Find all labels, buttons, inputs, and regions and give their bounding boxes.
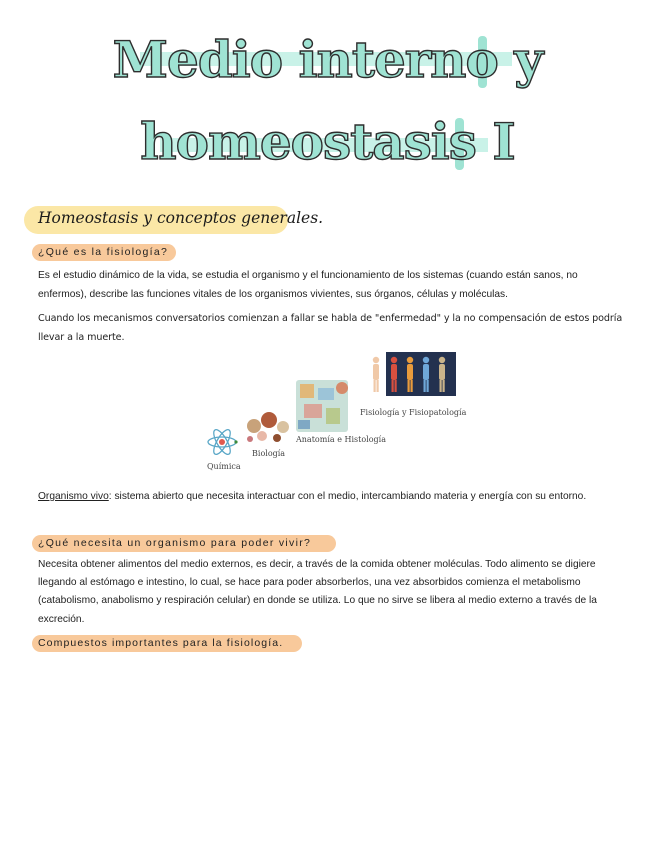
figure-label-anatomia: Anatomía e Histología: [296, 435, 386, 444]
tissue-icon: [296, 380, 348, 432]
paragraph-enfermedad: Cuando los mecanismos conversatorios comienzan a fallar se habla de "enfermedad" y la no compensación de estos podría llevar a la muerte.: [38, 313, 623, 343]
subheading-compuestos-importantes: Compuestos importantes para la fisiología.: [38, 637, 284, 649]
atom-icon: [208, 427, 238, 456]
section-heading: Homeostasis y conceptos generales.: [38, 209, 324, 227]
subheading-que-necesita-organismo: ¿Qué necesita un organismo para poder vivir?: [38, 537, 312, 549]
cells-icon: [247, 412, 289, 442]
fisiologia-hierarchy-figure: [190, 350, 480, 480]
figure-label-biologia: Biología: [252, 449, 286, 458]
organismo-vivo-definition: sistema abierto que necesita interactuar con el medio, intercambiando materia y energía con su entorno.: [111, 491, 587, 502]
paragraph-necesidades-organismo: Necesita obtener alimentos del medio externos, es decir, a través de la comida obtener moléculas. Todo alimento se digiere llegando al estómago e intestino, lo cual, se hace para poder absorberlos, una vez absorbidos comienza el metabolismo (catabolismo, anabolismo y respiración celular) en donde se utiliza. Lo que no sirve se libera al medio externo a través de la excreción.: [38, 559, 597, 625]
figure-label-quimica: Química: [207, 462, 241, 471]
paragraph-definicion-fisiologia: Es el estudio dinámico de la vida, se estudia el organismo y el funcionamiento de los sistemas (cuando están sanos, no enfermos), describe las funciones vitales de los organismos vivientes, sus órganos, células y moléculas.: [38, 270, 578, 300]
page-title-line-1: Medio interno y: [112, 30, 543, 89]
human-body-systems-icon: [373, 352, 456, 396]
term-separator: :: [108, 491, 112, 502]
page-title-line-2: homeostasis I: [140, 112, 515, 171]
paragraph-organismo-vivo: [38, 487, 623, 506]
figure-label-fisiologia: Fisiología y Fisiopatología: [360, 408, 467, 417]
subheading-que-es-fisiologia: ¿Qué es la fisiología?: [38, 246, 169, 258]
term-organismo-vivo: Organismo vivo: [38, 491, 109, 502]
